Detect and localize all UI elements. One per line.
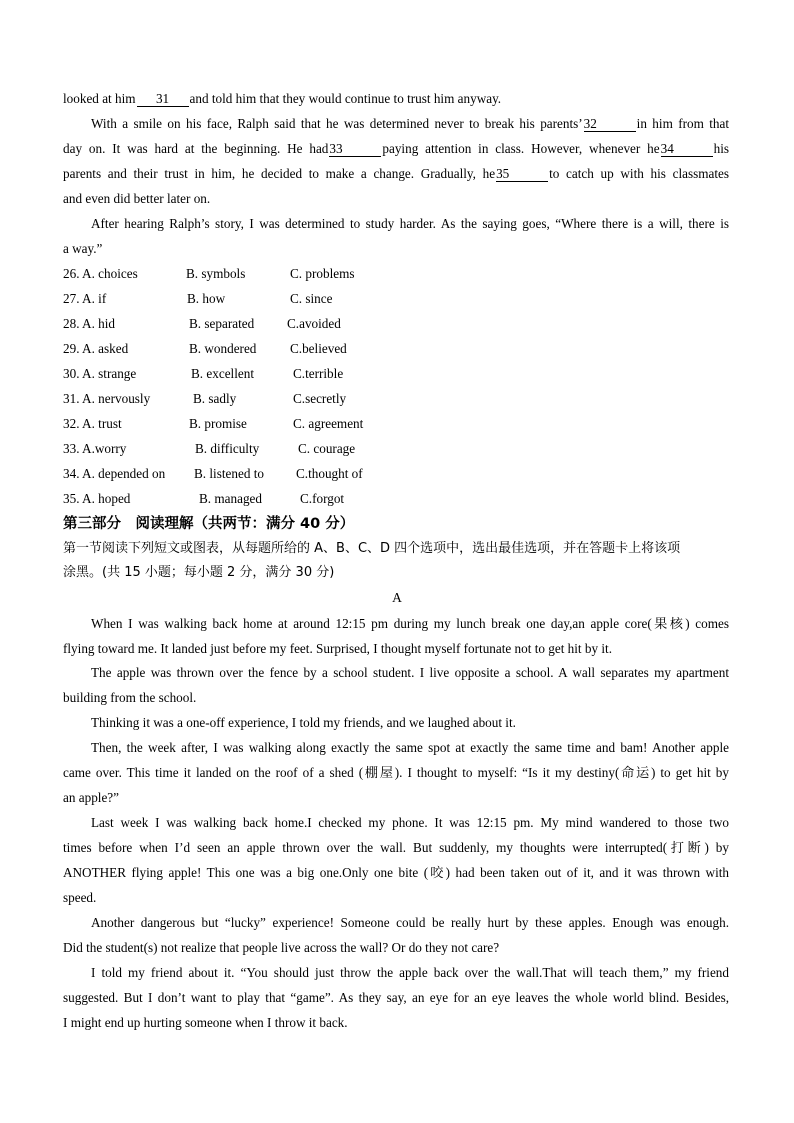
passage-line: After hearing Ralph’s story, I was determined to study harder. As the saying goes, “Where there is a will, there is <box>91 216 729 231</box>
option-34-a: 34. A. depended on <box>63 466 166 481</box>
passage-line: With a smile on his face, Ralph said that he was determined never to break his parents’32 in him from that <box>91 116 729 131</box>
option-34-b: B. listened to <box>194 466 264 481</box>
option-26-b: B. symbols <box>186 266 246 281</box>
passage-line: building from the school. <box>63 690 197 705</box>
option-33-c: C. courage <box>298 441 356 456</box>
passage-line: Thinking it was a one-off experience, I told my friends, and we laughed about it. <box>91 715 516 730</box>
section-title: 第三部分 阅读理解（共两节：满分 40 分） <box>63 516 355 532</box>
passage-line: Did the student(s) not realize that people live across the wall? Or do they not care? <box>63 940 500 955</box>
option-33-a: 33. A.worry <box>63 441 127 456</box>
passage-line: a way.” <box>63 241 103 256</box>
option-33-b: B. difficulty <box>195 441 260 456</box>
passage-line: suggested. But I don’t want to play that “game”. As they say, an eye for an eye leaves the whole world blind. Besides, <box>63 990 729 1005</box>
passage-line: and even did better later on. <box>63 191 211 206</box>
passage-line: When I was walking back home at around 12:15 pm during my lunch break one day,an apple core(果核) comes <box>91 616 729 631</box>
passage-label: A <box>392 590 402 605</box>
passage-line: Then, the week after, I was walking along exactly the same spot at exactly the same time and bam! Another apple <box>91 740 729 755</box>
passage-line: flying toward me. It landed just before my feet. Surprised, I thought myself fortunate not to get hit by it. <box>63 641 612 656</box>
option-32-b: B. promise <box>189 416 247 431</box>
option-29-c: C.believed <box>290 341 347 356</box>
blank-31: 31 <box>137 92 189 107</box>
option-35-b: B. managed <box>199 491 262 506</box>
option-34-c: C.thought of <box>296 466 363 481</box>
option-32-a: 32. A. trust <box>63 416 122 431</box>
section-instructions: 第一节阅读下列短文或图表，从每题所给的 A、B、C、D 四个选项中，选出最佳选项，并在答题卡上将该项 <box>63 541 681 556</box>
passage-line: came over. This time it landed on the roof of a shed (棚屋). I thought to myself: “Is it my destiny(命运) to get hit by <box>63 765 729 780</box>
passage-line: looked at him 31 and told him that they would continue to trust him anyway. <box>63 91 502 106</box>
option-27-a: 27. A. if <box>63 291 107 306</box>
passage-line: Another dangerous but “lucky” experience! Someone could be really hurt by these apples. Enough was enough. <box>91 915 729 930</box>
passage-line: an apple?” <box>63 790 120 805</box>
blank-35: 35 <box>496 167 548 182</box>
passage-line: speed. <box>63 890 97 905</box>
passage-line: Last week I was walking back home.I checked my phone. It was 12:15 pm. My mind wandered to those two <box>91 815 729 830</box>
option-28-a: 28. A. hid <box>63 316 116 331</box>
passage-line: ANOTHER flying apple! This one was a big one.Only one bite (咬) had been taken out of it, and it was thrown with <box>63 865 729 880</box>
passage-line: I might end up hurting someone when I throw it back. <box>63 1015 348 1030</box>
option-30-c: C.terrible <box>293 366 344 381</box>
option-30-a: 30. A. strange <box>63 366 137 381</box>
option-32-c: C. agreement <box>293 416 364 431</box>
option-31-b: B. sadly <box>193 391 237 406</box>
passage-line: The apple was thrown over the fence by a school student. I live opposite a school. A wall separates my apartment <box>91 665 729 680</box>
option-29-a: 29. A. asked <box>63 341 129 356</box>
blank-33: 33 <box>329 142 381 157</box>
passage-line: parents and their trust in him, he decided to make a change. Gradually, he35 to catch up with his classmates <box>63 166 729 181</box>
option-27-c: C. since <box>290 291 333 306</box>
option-35-a: 35. A. hoped <box>63 491 131 506</box>
option-27-b: B. how <box>187 291 226 306</box>
option-31-a: 31. A. nervously <box>63 391 151 406</box>
passage-line: day on. It was hard at the beginning. He had33 paying attention in class. However, whenever he34 his <box>63 141 729 156</box>
option-35-c: C.forgot <box>300 491 345 506</box>
option-28-c: C.avoided <box>287 316 341 331</box>
blank-32: 32 <box>584 117 636 132</box>
option-28-b: B. separated <box>189 316 255 331</box>
section-instructions: 涂黑。(共 15 小题；每小题 2 分，满分 30 分) <box>63 565 335 580</box>
option-31-c: C.secretly <box>293 391 347 406</box>
option-26-c: C. problems <box>290 266 355 281</box>
blank-34: 34 <box>661 142 713 157</box>
option-29-b: B. wondered <box>189 341 257 356</box>
passage-line: times before when I’d seen an apple thrown over the wall. But suddenly, my thoughts were interrupted(打断) by <box>63 840 729 855</box>
option-30-b: B. excellent <box>191 366 254 381</box>
option-26-a: 26. A. choices <box>63 266 138 281</box>
passage-line: I told my friend about it. “You should just throw the apple back over the wall.That will teach them,” my friend <box>91 965 729 980</box>
